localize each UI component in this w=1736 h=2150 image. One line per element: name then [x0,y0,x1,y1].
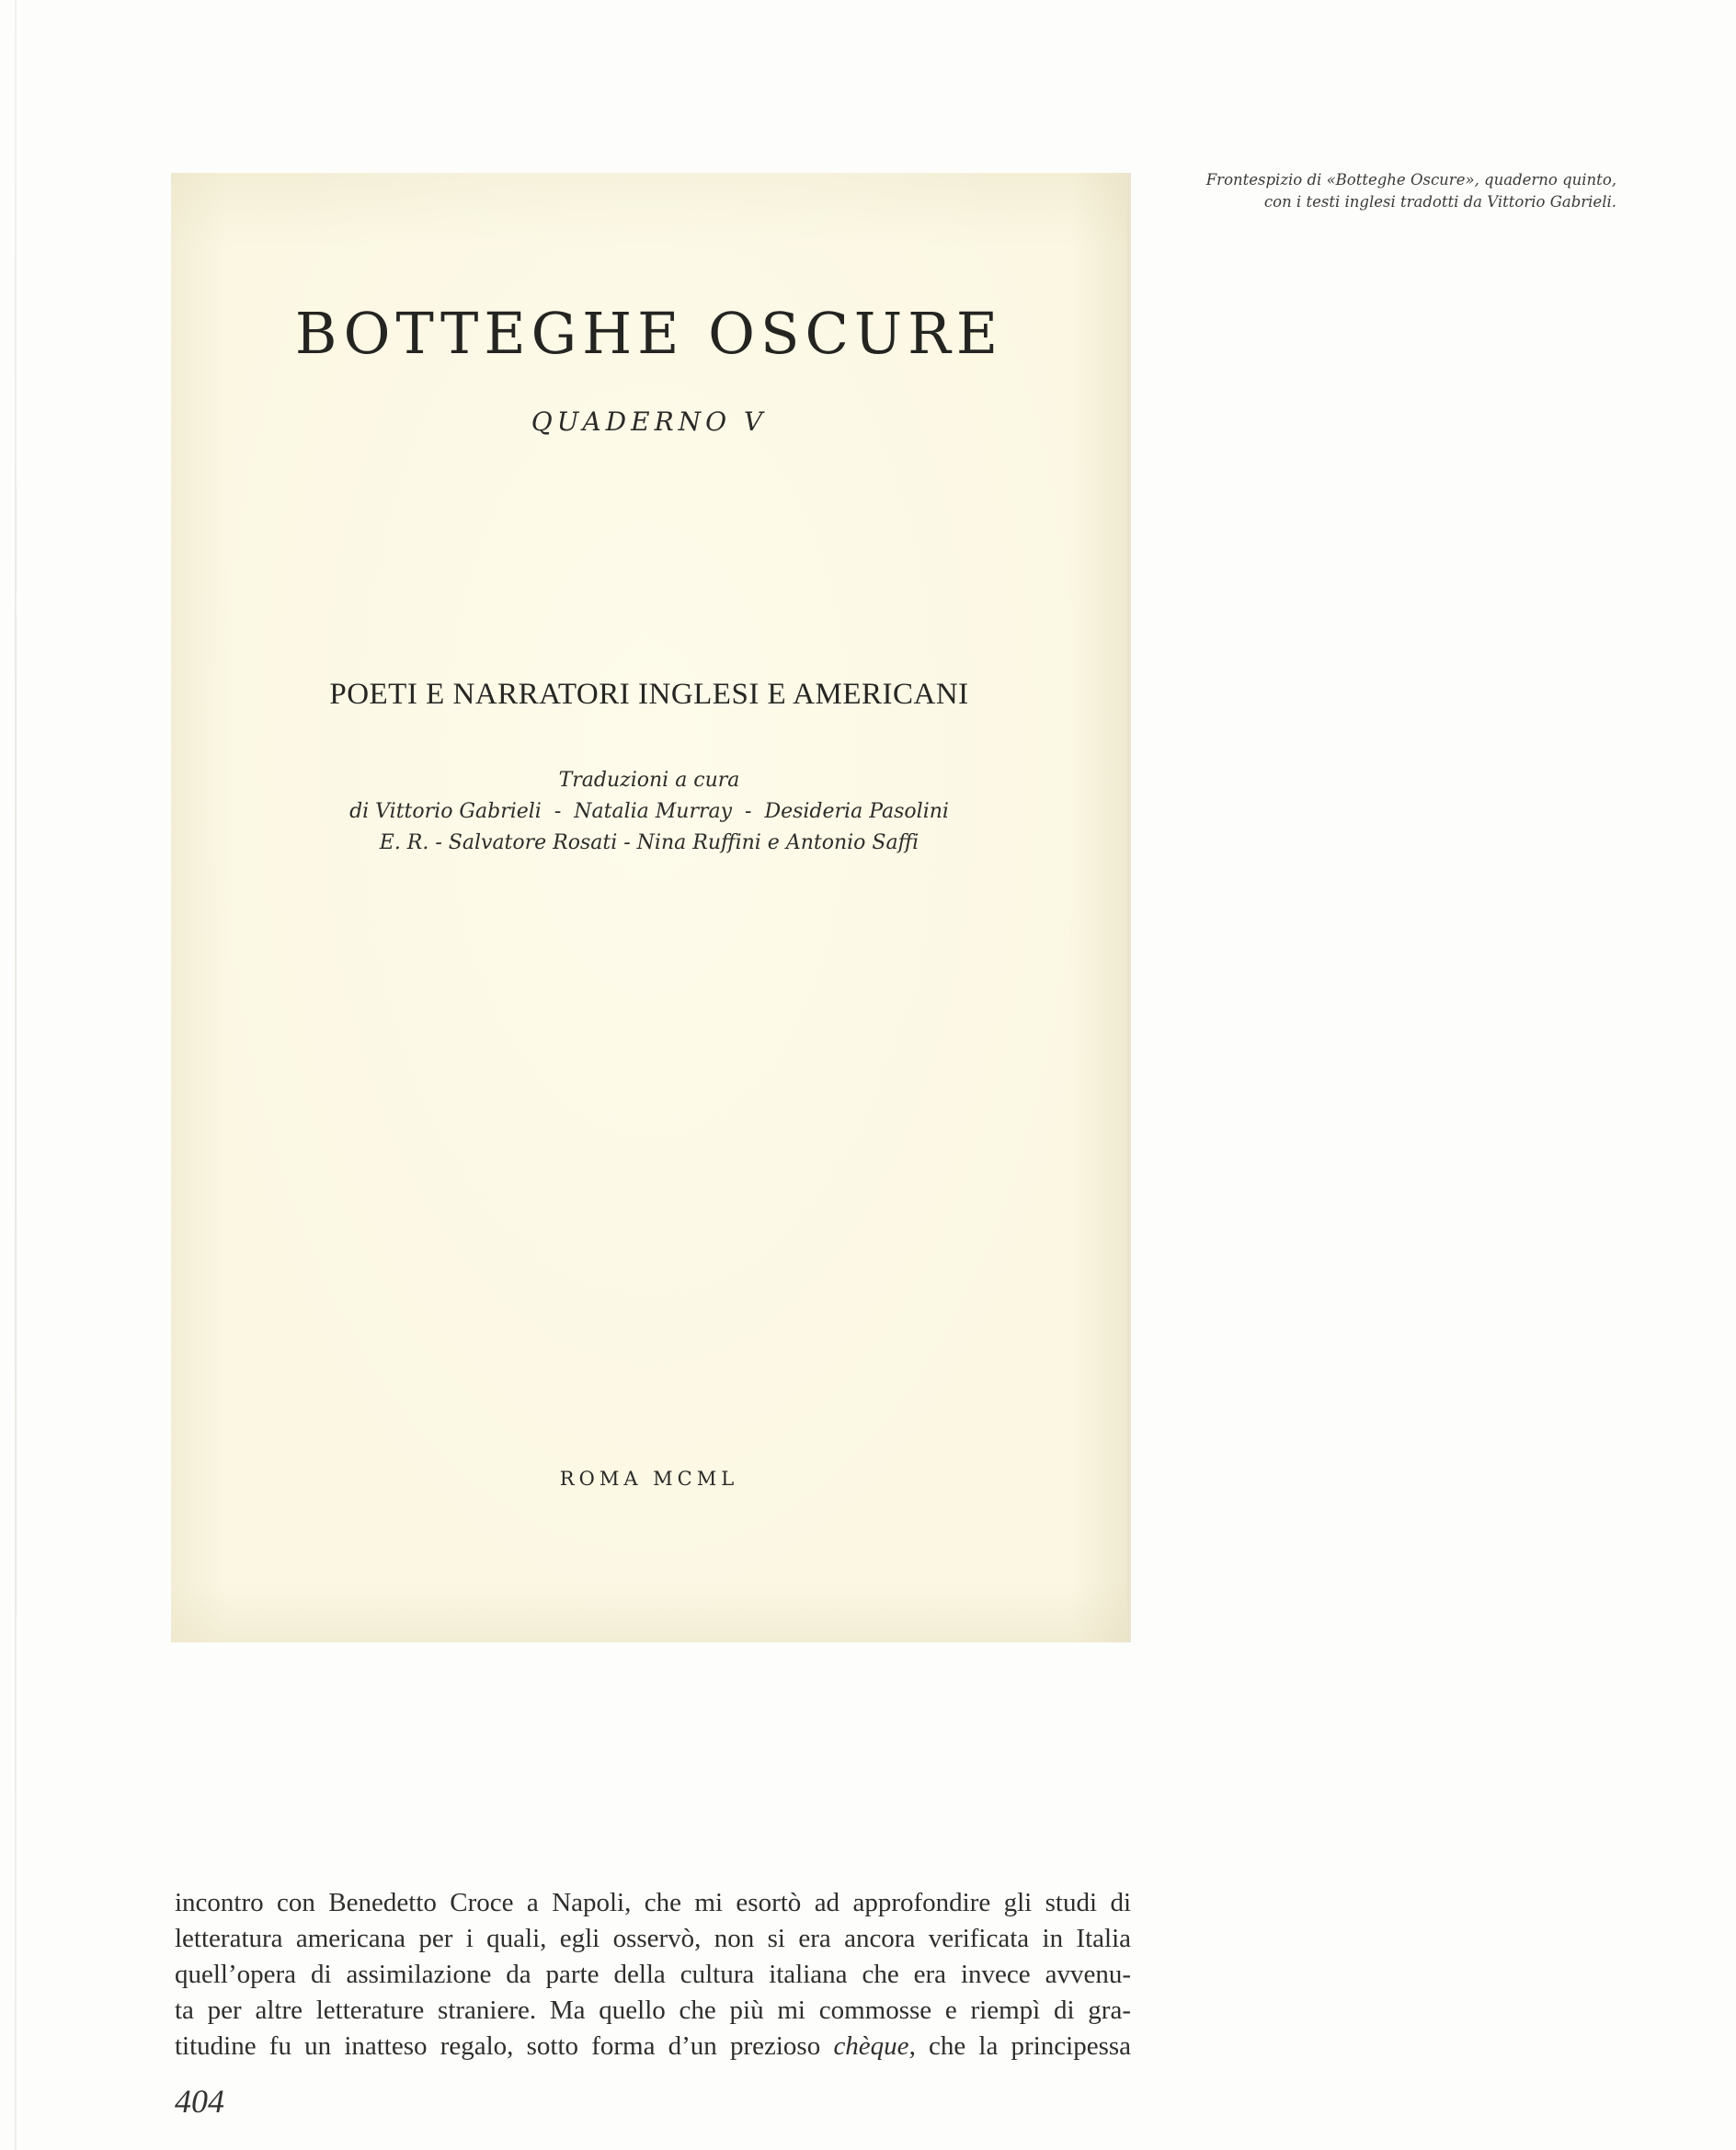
frontispiece-image [171,173,1127,1642]
italic-term: chèque [833,2031,909,2061]
body-paragraph [175,1885,1131,2064]
body-line: letteratura americana per i quali, egli osservò, non si era ancora verificata in Italia [175,1924,1131,1953]
credits-line: Traduzioni a cura [558,769,740,792]
page-edge [15,0,17,2150]
frontispiece-subtitle: QUADERNO V [531,406,768,437]
body-line: quell’opera di assimilazione da parte della cultura italiana che era invece avvenu- [175,1960,1131,1989]
frontispiece-title: BOTTEGHE OSCURE [294,300,1004,367]
frontispiece-imprint: ROMA MCML [559,1468,739,1490]
credits-line: di Vittorio Gabrieli - Natalia Murray - Desideria Pasolini [349,800,949,823]
caption-line: Frontespizio di «Botteghe Oscure», quaderno quinto, [1205,171,1616,189]
plate-edge-shadow [1127,173,1131,1642]
body-line-text: titudine fu un inatteso regalo, sotto forma d’un prezioso [175,2031,821,2061]
caption-line: con i testi inglesi tradotti da Vittorio Gabrieli. [1263,193,1616,211]
frontispiece-section-heading: POETI E NARRATORI INGLESI E AMERICANI [329,678,969,711]
figure-caption [1157,169,1616,213]
body-line [175,2029,1131,2064]
page-number: 404 [175,2083,224,2120]
body-line: ta per altre letterature straniere. Ma quello che più mi commosse e riempì di gra- [175,1996,1131,2025]
body-line: incontro con Benedetto Croce a Napoli, che mi esortò ad approfondire gli studi di [175,1888,1131,1917]
body-line-text: , che la principessa [908,2031,1132,2061]
credits-line: E. R. - Salvatore Rosati - Nina Ruffini e Antonio Saffi [379,831,919,854]
frontispiece-credits [171,765,1127,859]
